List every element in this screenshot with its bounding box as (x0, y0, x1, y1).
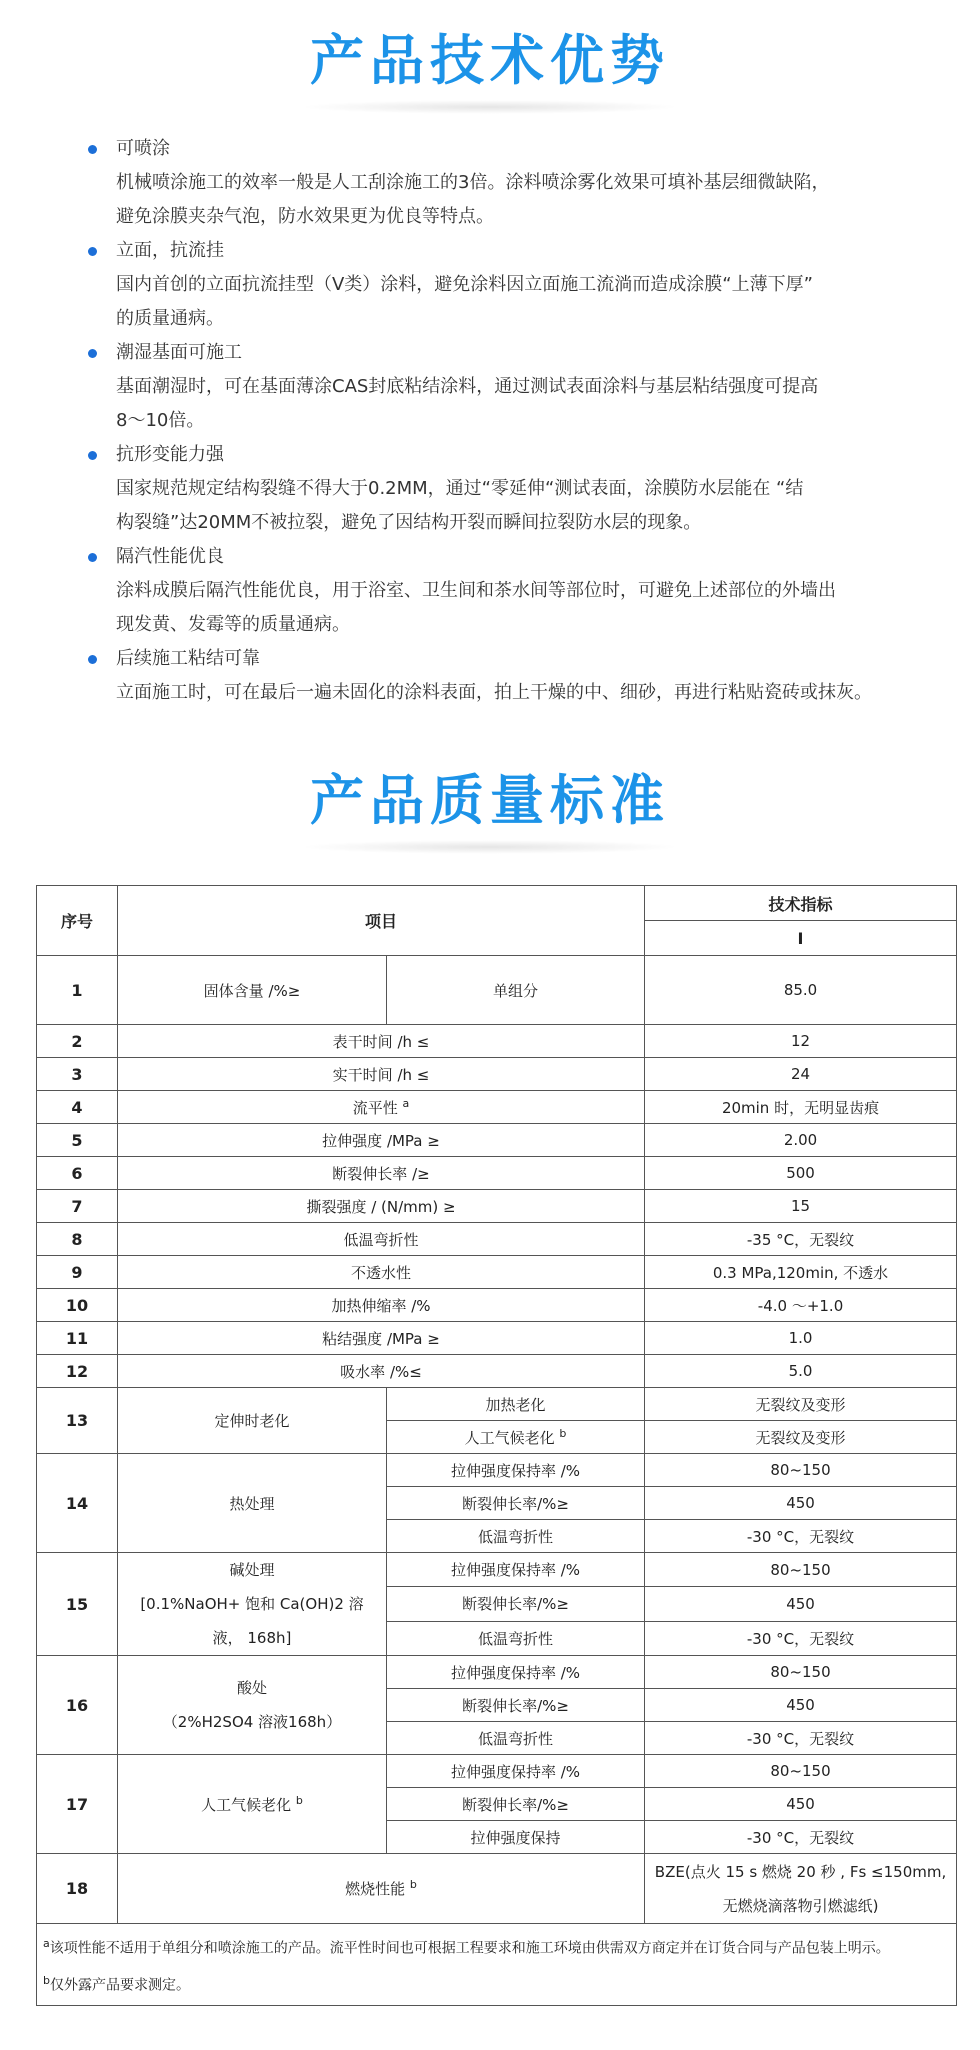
advantages-title: 产品技术优势 (310, 29, 670, 92)
table-header-row (37, 886, 957, 921)
row-item: 断裂伸长率 /≥ (118, 1157, 645, 1190)
table-row (37, 1124, 957, 1157)
feature-title: 隔汽性能优良 (116, 546, 224, 567)
row-item: 固体含量 /%≥ (118, 956, 387, 1025)
table-row (37, 1223, 957, 1256)
row-item: 碱处理 [0.1%NaOH+ 饱和 Ca(OH)2 溶 液， 168h] (118, 1553, 387, 1656)
bullet-dot-icon (88, 451, 97, 460)
row-value: 12 (645, 1025, 957, 1058)
row-value: 0.3 MPa,120min, 不透水 (645, 1256, 957, 1289)
row-value: 24 (645, 1058, 957, 1091)
feature-description-line: 避免涂膜夹杂气泡，防水效果更为优良等特点。 (116, 206, 494, 227)
row-value: BZE(点火 15 s 燃烧 20 秒 , Fs ≤150mm, 无燃烧滴落物引燃滤纸) (645, 1854, 957, 1924)
row-value: 80~150 (645, 1553, 957, 1587)
feature-title: 可喷涂 (116, 138, 170, 159)
row-value: -30 °C，无裂纹 (645, 1621, 957, 1655)
row-item: 人工气候老化 $^b$ (118, 1755, 387, 1854)
row-value: 80~150 (645, 1755, 957, 1788)
row-subitem: 拉伸强度保持率 /% (387, 1656, 645, 1689)
row-item: 粘结强度 /MPa ≥ (118, 1322, 645, 1355)
header-item: 项目 (118, 886, 645, 956)
row-value: 450 (645, 1587, 957, 1621)
row-item: 加热伸缩率 /% (118, 1289, 645, 1322)
row-value: 80~150 (645, 1454, 957, 1487)
table-notes-row (37, 1924, 957, 2006)
row-subitem: 拉伸强度保持率 /% (387, 1755, 645, 1788)
table-row (37, 1190, 957, 1223)
row-value: -30 °C，无裂纹 (645, 1722, 957, 1755)
row-item: 撕裂强度 / (N/mm) ≥ (118, 1190, 645, 1223)
table-row (37, 1355, 957, 1388)
bullet-dot-icon (88, 145, 97, 154)
row-value: 450 (645, 1788, 957, 1821)
row-subitem: 低温弯折性 (387, 1621, 645, 1655)
table-row (37, 1058, 957, 1091)
row-subitem: 加热老化 (387, 1388, 645, 1421)
row-item: 燃烧性能 $^b$ (118, 1854, 645, 1924)
table-row (37, 1091, 957, 1124)
row-item: 吸水率 /%≤ (118, 1355, 645, 1388)
feature-description-line: 国内首创的立面抗流挂型（V类）涂料，避免涂料因立面施工流淌而造成涂膜“上薄下厚” (116, 274, 813, 295)
row-no: 4 (37, 1091, 118, 1124)
row-value: -35 °C，无裂纹 (645, 1223, 957, 1256)
feature-item (88, 438, 908, 540)
row-item: 不透水性 (118, 1256, 645, 1289)
row-no: 1 (37, 956, 118, 1025)
row-subitem: 拉伸强度保持 (387, 1821, 645, 1854)
row-subitem: 拉伸强度保持率 /% (387, 1454, 645, 1487)
row-value: 无裂纹及变形 (645, 1421, 957, 1454)
row-subitem: 断裂伸长率/%≥ (387, 1788, 645, 1821)
table-row (37, 1157, 957, 1190)
row-value: 20min 时，无明显齿痕 (645, 1091, 957, 1124)
row-subitem: 断裂伸长率/%≥ (387, 1689, 645, 1722)
row-value: -4.0 ～+1.0 (645, 1289, 957, 1322)
feature-description-line: 构裂缝”达20MM不被拉裂，避免了因结构开裂而瞬间拉裂防水层的现象。 (116, 512, 702, 533)
table-notes (37, 1924, 957, 2006)
row-no: 8 (37, 1223, 118, 1256)
row-no: 12 (37, 1355, 118, 1388)
row-no: 5 (37, 1124, 118, 1157)
header-no: 序号 (37, 886, 118, 956)
row-no: 10 (37, 1289, 118, 1322)
row-item: 实干时间 /h ≤ (118, 1058, 645, 1091)
quality-standard-table (36, 885, 957, 2006)
row-no: 14 (37, 1454, 118, 1553)
table-row (37, 1755, 957, 1788)
row-value: 85.0 (645, 956, 957, 1025)
row-value: -30 °C，无裂纹 (645, 1520, 957, 1553)
row-no: 18 (37, 1854, 118, 1924)
row-item: 拉伸强度 /MPa ≥ (118, 1124, 645, 1157)
feature-description-line: 现发黄、发霉等的质量通病。 (116, 614, 350, 635)
row-subitem: 拉伸强度保持率 /% (387, 1553, 645, 1587)
table-row (37, 1322, 957, 1355)
row-value: 15 (645, 1190, 957, 1223)
row-item: 酸处 （2%H2SO4 溶液168h） (118, 1656, 387, 1755)
row-item: 热处理 (118, 1454, 387, 1553)
table-row (37, 1854, 957, 1924)
row-value: 80~150 (645, 1656, 957, 1689)
feature-item (88, 540, 908, 642)
bullet-dot-icon (88, 247, 97, 256)
feature-title: 抗形变能力强 (116, 444, 224, 465)
row-item: 低温弯折性 (118, 1223, 645, 1256)
row-value: 2.00 (645, 1124, 957, 1157)
row-no: 7 (37, 1190, 118, 1223)
row-value: 1.0 (645, 1322, 957, 1355)
row-no: 3 (37, 1058, 118, 1091)
table-row (37, 1256, 957, 1289)
row-subitem: 断裂伸长率/%≥ (387, 1587, 645, 1621)
table-row (37, 1656, 957, 1689)
row-subitem: 低温弯折性 (387, 1722, 645, 1755)
row-no: 11 (37, 1322, 118, 1355)
header-grade: I (645, 921, 957, 956)
row-value: 450 (645, 1487, 957, 1520)
row-subitem: 单组分 (387, 956, 645, 1025)
feature-list (88, 132, 908, 710)
header-spec: 技术指标 (645, 886, 957, 921)
row-subitem: 断裂伸长率/%≥ (387, 1487, 645, 1520)
row-no: 6 (37, 1157, 118, 1190)
bullet-dot-icon (88, 655, 97, 664)
table-row (37, 1289, 957, 1322)
row-subitem: 低温弯折性 (387, 1520, 645, 1553)
row-value: 5.0 (645, 1355, 957, 1388)
feature-title: 立面，抗流挂 (116, 240, 224, 261)
row-value: 500 (645, 1157, 957, 1190)
feature-item (88, 234, 908, 336)
row-no: 17 (37, 1755, 118, 1854)
table-row (37, 1454, 957, 1487)
row-subitem: 人工气候老化 $^b$ (387, 1421, 645, 1454)
feature-description-line: 的质量通病。 (116, 308, 224, 329)
feature-item (88, 132, 908, 234)
quality-standard-title: 产品质量标准 (310, 769, 670, 832)
feature-item (88, 336, 908, 438)
row-no: 16 (37, 1656, 118, 1755)
feature-title: 后续施工粘结可靠 (116, 648, 260, 669)
feature-title: 潮湿基面可施工 (116, 342, 242, 363)
feature-description-line: 立面施工时，可在最后一遍未固化的涂料表面，拍上干燥的中、细砂，再进行粘贴瓷砖或抹灰。 (116, 682, 872, 703)
feature-description-line: 涂料成膜后隔汽性能优良，用于浴室、卫生间和茶水间等部位时，可避免上述部位的外墙出 (116, 580, 836, 601)
row-item: 表干时间 /h ≤ (118, 1025, 645, 1058)
row-no: 9 (37, 1256, 118, 1289)
table-row (37, 1553, 957, 1587)
feature-item (88, 642, 908, 710)
feature-description-line: 基面潮湿时，可在基面薄涂CAS封底粘结涂料，通过测试表面涂料与基层粘结强度可提高 (116, 376, 819, 397)
note-a: $^a$该项性能不适用于单组分和喷涂施工的产品。流平性时间也可根据工程要求和施工环境由供需双方商定并在订货合同与产品包装上明示。 (43, 1937, 890, 1957)
row-no: 2 (37, 1025, 118, 1058)
feature-description-line: 8～10倍。 (116, 410, 205, 431)
table-row (37, 1025, 957, 1058)
table-row (37, 1388, 957, 1421)
title-underline-shadow (300, 840, 680, 854)
title-underline-shadow (300, 100, 680, 114)
row-item: 定伸时老化 (118, 1388, 387, 1454)
feature-description-line: 机械喷涂施工的效率一般是人工刮涂施工的3倍。涂料喷涂雾化效果可填补基层细微缺陷， (116, 172, 830, 193)
row-no: 15 (37, 1553, 118, 1656)
row-value: 450 (645, 1689, 957, 1722)
note-b: $^b$仅外露产品要求测定。 (43, 1973, 190, 1994)
bullet-dot-icon (88, 553, 97, 562)
row-value: -30 °C，无裂纹 (645, 1821, 957, 1854)
bullet-dot-icon (88, 349, 97, 358)
row-value: 无裂纹及变形 (645, 1388, 957, 1421)
feature-description-line: 国家规范规定结构裂缝不得大于0.2MM，通过“零延伸“测试表面，涂膜防水层能在 “结 (116, 478, 804, 499)
row-no: 13 (37, 1388, 118, 1454)
row-item: 流平性 $^a$ (118, 1091, 645, 1124)
table-row (37, 956, 957, 1025)
